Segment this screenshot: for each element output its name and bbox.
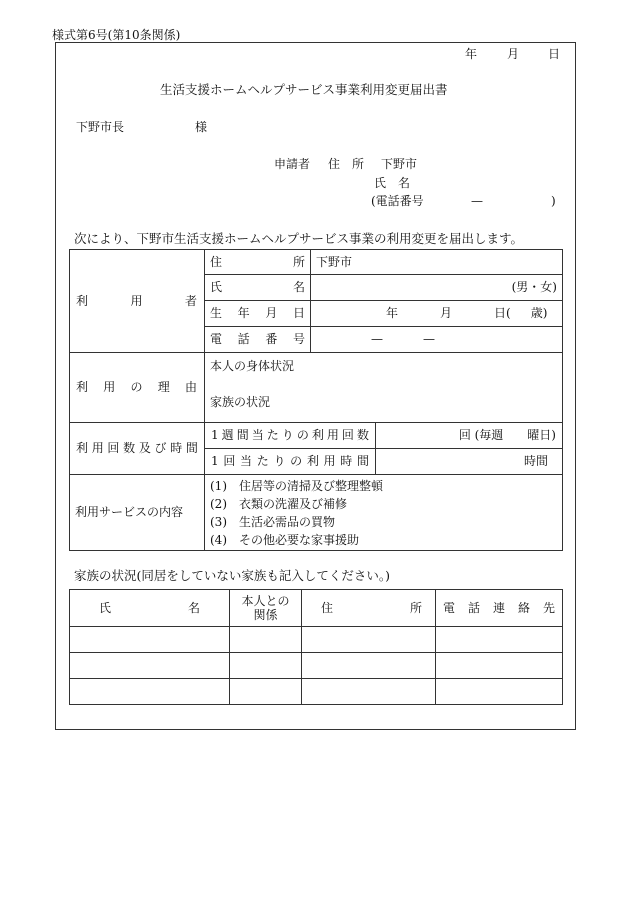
per-visit-row	[205, 449, 563, 475]
form-number: 様式第6号(第10条関係)	[52, 28, 181, 42]
user-birth-label: 生 年 月 日	[205, 301, 311, 327]
intro-text: 次により、下野市生活支援ホームヘルプサービス事業の利用変更を届出します。	[74, 231, 524, 246]
applicant-phone-close: )	[551, 194, 556, 208]
family-caption: 家族の状況(同居をしていない家族も記入してください。)	[74, 568, 391, 583]
service-item: (3) 生活必需品の買物	[210, 514, 335, 529]
service-item: (2) 衣類の洗濯及び補修	[210, 496, 347, 511]
applicant-phone-dash: —	[471, 194, 483, 208]
family-address-field[interactable]	[302, 627, 436, 653]
applicant-address-value: 下野市	[381, 157, 418, 171]
family-relation-field[interactable]	[230, 627, 302, 653]
reason-header-cell: 利 用 の 理 由	[70, 353, 205, 423]
weekly-count-row	[205, 423, 563, 449]
user-header-cell: 利 用 者	[70, 250, 205, 353]
applicant-address-label: 住 所	[328, 157, 365, 171]
per-visit-label: 1 回 当 た り の 利 用 時 間	[205, 449, 376, 474]
freq-header-cell: 利 用 回 数 及 び 時 間	[70, 423, 205, 475]
family-name-field[interactable]	[70, 679, 230, 705]
family-phone-header: 電 話 連 絡 先	[436, 590, 563, 627]
reason-self-condition: 本人の身体状況	[210, 359, 295, 373]
family-relation-field[interactable]	[230, 679, 302, 705]
family-relation-header: 本人との 関係	[230, 590, 302, 627]
reason-content-cell	[205, 353, 563, 423]
weekly-count-label: 1 週 間 当 た り の 利 用 回 数	[205, 423, 376, 448]
table-row	[70, 653, 563, 679]
date-day-label: 日	[548, 47, 561, 61]
table-row	[70, 679, 563, 705]
per-visit-value: 時間	[523, 454, 548, 469]
addressee-honorific: 様	[195, 120, 208, 134]
family-address-field[interactable]	[302, 679, 436, 705]
user-address-value: 下野市	[311, 250, 563, 275]
family-name-field[interactable]	[70, 627, 230, 653]
family-phone-field[interactable]	[436, 679, 563, 705]
family-name-header: 氏 名	[70, 590, 230, 627]
user-phone-label: 電 話 番 号	[205, 327, 311, 353]
family-address-header: 住 所	[302, 590, 436, 627]
family-relation-field[interactable]	[230, 653, 302, 679]
form-title: 生活支援ホームヘルプサービス事業利用変更届出書	[160, 82, 448, 97]
family-phone-field[interactable]	[436, 653, 563, 679]
weekly-count-value: 回 (毎週 曜日)	[458, 428, 556, 443]
family-address-field[interactable]	[302, 653, 436, 679]
user-name-value: (男・女)	[311, 275, 563, 301]
addressee-name: 下野市長	[76, 120, 125, 134]
service-header-cell: 利用サービスの内容	[70, 475, 205, 551]
user-phone-value: — —	[311, 327, 563, 353]
service-items-cell	[205, 475, 563, 551]
user-name-label: 氏 名	[205, 275, 311, 301]
family-name-field[interactable]	[70, 653, 230, 679]
applicant-phone-label: (電話番号	[371, 194, 424, 208]
reason-family-condition: 家族の状況	[210, 395, 271, 410]
table-row	[70, 627, 563, 653]
family-table	[69, 589, 563, 705]
date-month-label: 月	[507, 47, 520, 61]
usage-table	[69, 249, 563, 551]
date-year-label: 年	[465, 47, 478, 61]
user-address-label: 住 所	[205, 250, 311, 275]
applicant-label: 申請者	[274, 157, 311, 171]
service-item: (1) 住居等の清掃及び整理整頓	[210, 478, 383, 493]
user-birth-value: 年 月 日( 歳)	[311, 301, 563, 327]
applicant-name-label: 氏 名	[374, 176, 411, 190]
family-phone-field[interactable]	[436, 627, 563, 653]
service-item: (4) その他必要な家事援助	[210, 532, 359, 547]
